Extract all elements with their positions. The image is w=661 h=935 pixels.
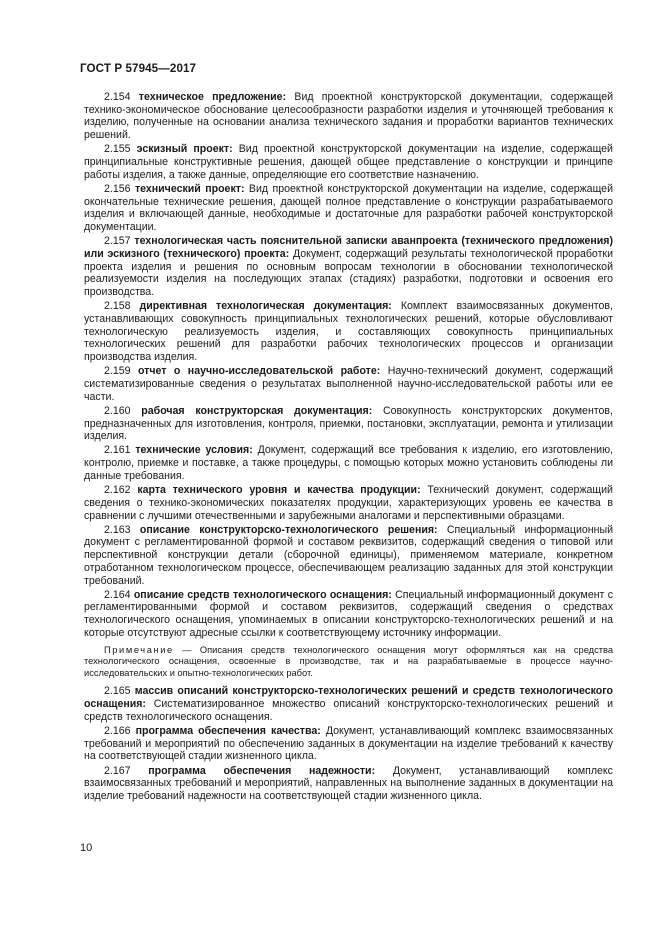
entry-number: 2.164 bbox=[104, 588, 131, 601]
definitions-list bbox=[84, 91, 613, 640]
entry-term: программа обеспечения качества: bbox=[135, 724, 321, 737]
entry-number: 2.161 bbox=[104, 444, 131, 457]
entry-definition: Документ, содержащий все требования к изделию, его изготовлению, контролю, приемке и поставке, а также процедуры, с помощью которых можно установить соблюдены ли данные требования. bbox=[84, 444, 613, 482]
definition-entry bbox=[84, 589, 613, 640]
entry-number: 2.158 bbox=[104, 300, 131, 313]
definition-entry bbox=[84, 183, 613, 234]
definition-entry bbox=[84, 444, 613, 482]
definition-entry bbox=[84, 685, 613, 723]
entry-term: программа обеспечения надежности: bbox=[148, 764, 376, 777]
entry-term: техническое предложение: bbox=[138, 91, 287, 103]
entry-definition: Совокупность конструкторских документов, предназначенных для изготовления, контроля, приемки, постановки, эксплуатации, ремонта и утилизации изделия. bbox=[84, 404, 613, 443]
entry-number: 2.160 bbox=[104, 404, 131, 417]
entry-term: рабочая конструкторская документация: bbox=[141, 404, 373, 417]
entry-definition: Вид проектной конструкторской документации на изделие, содержащей окончательные технические решения, дающей полное представление о конструкции разрабатываемого изделия и включающей данные, необходимые и достаточные для разработки рабочей конструкторской документации. bbox=[84, 182, 613, 234]
document-body bbox=[84, 91, 613, 804]
definition-entry bbox=[84, 365, 613, 403]
entry-definition: Вид проектной конструкторской документации, содержащей технико-экономическое обоснование целесообразности разработки изделия и уточняющей требования к изделию, полученные на основании анализа технического задания и проработки вариантов технических решений. bbox=[84, 91, 614, 142]
entry-definition: Документ, содержащий результаты технологической проработки проекта изделия и решения по основным вопросам технологии в обосновании технологической реализуемости изделия на последующих этапах (стадиях) разработки, подготовки и освоения его производства. bbox=[84, 247, 613, 299]
definition-entry bbox=[84, 300, 613, 364]
entry-definition: Научно-технический документ, содержащий систематизированные сведения о результатах выполненной научно-исследовательской работы или ее части. bbox=[84, 365, 613, 403]
entry-number: 2.155 bbox=[104, 143, 131, 156]
entry-term: карта технического уровня и качества продукции: bbox=[137, 484, 421, 497]
document-header: ГОСТ Р 57945—2017 bbox=[80, 62, 197, 75]
entry-definition: Документ, устанавливающий комплекс взаимосвязанных требований и мероприятий по обеспечению заданных в документации на изделие требований к качеству на соответствующей стадии жизненного цикла. bbox=[84, 724, 613, 763]
definition-entry bbox=[84, 143, 613, 181]
entry-term: описание средств технологического оснащения: bbox=[133, 588, 392, 601]
entry-number: 2.154 bbox=[104, 91, 131, 103]
entry-term: отчет о научно-исследовательской работе: bbox=[137, 365, 381, 378]
entry-term: описание конструкторско-технологического решения: bbox=[139, 523, 438, 536]
page-number: 10 bbox=[80, 842, 93, 854]
definition-entry bbox=[84, 484, 613, 522]
entry-term: директивная технологическая документация: bbox=[139, 300, 392, 313]
entry-number: 2.159 bbox=[104, 365, 131, 378]
entry-number: 2.157 bbox=[104, 235, 131, 248]
entry-definition: Систематизированное множество описаний конструкторско-технологических решений и средств технологического оснащения. bbox=[84, 698, 613, 723]
entry-term: технологическая часть пояснительной записки аванпроекта (технического предложения) или эскизного (технического) проекта: bbox=[84, 235, 613, 260]
entry-definition: Документ, устанавливающий комплекс взаимосвязанных требований и мероприятий, направленных на выполнение заданных в документации на изделие требований надежности на соответствующей стадии жизненного цикла. bbox=[84, 764, 613, 802]
entry-number: 2.162 bbox=[104, 484, 131, 497]
definitions-list-continued bbox=[84, 685, 613, 802]
entry-definition: Технический документ, содержащий сведения о технико-экономических показателях продукции, характеризующих уровень ее качества в сравнении с лучшими отечественными и зарубежными аналогами и перспективными образцами. bbox=[84, 484, 613, 522]
entry-number: 2.156 bbox=[104, 182, 131, 195]
entry-number: 2.167 bbox=[104, 764, 131, 777]
note-label: Примечание bbox=[104, 644, 174, 655]
definition-entry bbox=[84, 725, 613, 763]
entry-term: технический проект: bbox=[134, 182, 245, 195]
entry-definition: Специальный информационный документ с регламентированными формой и составом реквизитов, содержащий сведения о средствах технологического оснащения, упоминаемых в описании конструкторско-технологических решений и на которые отсутствуют адресные ссылки к соответствующему источнику информации. bbox=[84, 588, 614, 639]
definition-entry bbox=[84, 91, 613, 142]
note-block bbox=[84, 645, 613, 680]
entry-number: 2.166 bbox=[104, 724, 131, 737]
entry-definition: Специальный информационный документ с регламентированной формой и составом реквизитов, содержащий сведения о типовой или перспективной конструкции детали (сборочной единицы), применяемом материале, конкретном отработанном технологическом процессе, обеспечивающем реализацию заданных для этой конструкции требований. bbox=[84, 523, 613, 587]
definition-entry bbox=[84, 405, 613, 443]
note-dash: — bbox=[173, 644, 200, 655]
definition-entry bbox=[84, 765, 613, 803]
entry-definition: Комплект взаимосвязанных документов, устанавливающих совокупность принципиальных технологических решений, которые обусловливают технологическую реализуемость изделия, и составляющих совокупность принципиальных технологических решений для разработки рабочих технологических процессов и организации производства изделия. bbox=[84, 300, 613, 364]
entry-term: массив описаний конструкторско-технологических решений и средств технологического оснащения: bbox=[84, 685, 613, 711]
entry-number: 2.165 bbox=[104, 685, 131, 698]
definition-entry bbox=[84, 524, 613, 588]
note-text: Описания средств технологического оснащения могут оформляться как на средства технологического оснащения, освоенные в производстве, так и на разрабатываемые в процессе научно-исследовательских и опытно-технологических работ. bbox=[84, 644, 613, 678]
definition-entry bbox=[84, 235, 613, 299]
entry-number: 2.163 bbox=[104, 523, 131, 536]
entry-term: эскизный проект: bbox=[136, 143, 233, 156]
entry-term: технические условия: bbox=[135, 444, 253, 457]
entry-definition: Вид проектной конструкторской документации на изделие, содержащей принципиальные конструктивные решения, дающей общее представление о конструкции и принципе работы изделия, а также данные, определяющие его соответствие назначению. bbox=[84, 143, 613, 181]
